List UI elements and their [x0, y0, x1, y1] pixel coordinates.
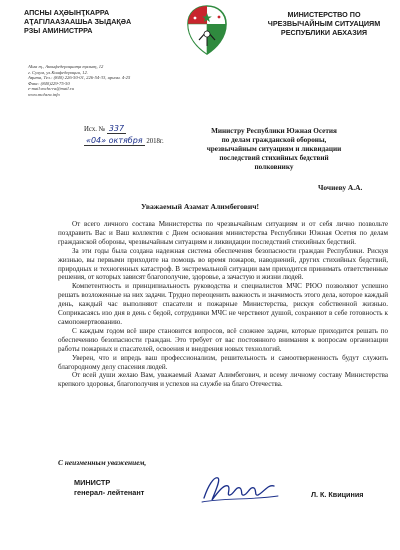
address-line: г. Сухум, ул.Конфедерации, 12. — [28, 69, 88, 75]
coat-of-arms-emblem — [182, 4, 232, 56]
handwritten-signature — [198, 468, 282, 508]
address-line: Факс: (840)229-75-50 — [28, 80, 70, 86]
body-paragraph: От всего личного состава Министерства по чрезвычайным ситуациям и от себя лично позвольте поздравить Вас и Ваш коллектив с Днем основания министерства Республики Южная Осетия по делам гражданской обороны, чрезвычайным ситуациям и ликвидации последствий стихийных бедствий. — [58, 220, 388, 246]
header-right-line: РЕСПУБЛИКИ АБХАЗИЯ — [280, 28, 368, 37]
address-block — [28, 64, 198, 98]
outgoing-year: 2018г. — [146, 138, 164, 145]
address-line: Аҵнта, Тел.: (840) 226-50-01, 226-54-33, ириом. 4-25 — [28, 75, 131, 81]
body-paragraph: С каждым годом всё шире становится вопросов, всё сложнее задачи, которые приходится решать по обеспечению безопасности граждан. Это требует от вас постоянного внимания к вопросам организации работы пожарных и спасателей, освоения и внедрения новых технологий. — [58, 326, 388, 353]
header-right-russian — [260, 10, 388, 37]
outgoing-number — [84, 124, 126, 134]
recipient-line: последствий стихийных бедствий — [219, 154, 329, 162]
address-line: www.mchsra.info — [28, 91, 60, 97]
outgoing-number-value: 337 — [108, 124, 125, 133]
recipient-line: по делам гражданской обороны, — [221, 136, 327, 144]
header-left-line: АҬАГӀЛААЗААШЬА ӠЫДАҚӘА — [24, 17, 132, 26]
closing-regards: С неизменным уважением, — [58, 458, 147, 467]
body-paragraph: Уверен, что и впредь ваш профессионализм, решительность и самоотверженность будут служить благородному делу спасения людей. — [58, 353, 388, 371]
signature-title — [74, 478, 144, 498]
recipient-surname: Чочиеву А.А. — [318, 183, 363, 192]
header-left-abkhaz — [24, 8, 172, 35]
recipient-line: чрезвычайным ситуациям и ликвидации — [206, 145, 342, 153]
header-right-line: МИНИСТЕРСТВО ПО — [287, 10, 361, 19]
address-line: e-mail:mchs-ra@mail.ru — [28, 86, 74, 92]
signer-name: Л. К. Квициния — [311, 490, 364, 499]
salutation: Уважаемый Азамат Алимбегович! — [140, 202, 260, 211]
header-right-line: ЧРЕЗВЫЧАЙНЫМ СИТУАЦИЯМ — [267, 19, 381, 28]
signature-title-line: МИНИСТР — [74, 478, 111, 487]
letter-body — [58, 220, 388, 389]
header-left-line: АПСНЫ АҲӘЫНҬКАРРА — [24, 8, 110, 17]
body-paragraph: За эти годы была создана надежная система обеспечения безопасности граждан Республики. Рискуя жизнью, вы первыми приходите на помощь во время пожаров, наводнений, других стихийных бедствий, природных и техногенных катастроф. В экстремальной ситуации вам приходится принимать ответственные решения, от которых зависят благополучие, здоровье, а зачастую и жизни людей. — [58, 246, 388, 282]
body-paragraph: Компетентность и принципиальность руководства и специалистов МЧС РЮО позволяют успешно решать возложенные на них задачи. Трудно переоценить важность и значимость этого дела, которое каждый день, каждый час выполняют спасатели и пожарные Министерства, рискуя собственной жизнью. Соприкасаясь изо дня в день с бедой, сотрудники МЧС не черствеют душой, сохраняют в себе готовность к самопожертвованию. — [58, 282, 388, 326]
recipient-line: Министру Республики Южная Осетия — [211, 127, 337, 135]
body-paragraph: От всей души желаю Вам, уважаемый Азамат Алимбегович, и всему личному составу Министерства крепкого здоровья, благополучия и успехов на службе на благо Отечества. — [58, 371, 388, 389]
address-line: Аҟәа ҭ., Аконфедерациаҭа ҭалыҭ, 12 — [28, 64, 104, 69]
header-left-line: РЗЫ АМИНИСТРРА — [24, 26, 93, 35]
signature-title-line: генерал- лейтенант — [74, 488, 145, 497]
outgoing-date — [84, 136, 164, 146]
outgoing-date-value: «04» октября — [86, 136, 143, 145]
outgoing-number-label: Исх. № — [84, 126, 106, 133]
recipient-line: полковнику — [254, 163, 294, 171]
recipient-block — [160, 127, 388, 172]
